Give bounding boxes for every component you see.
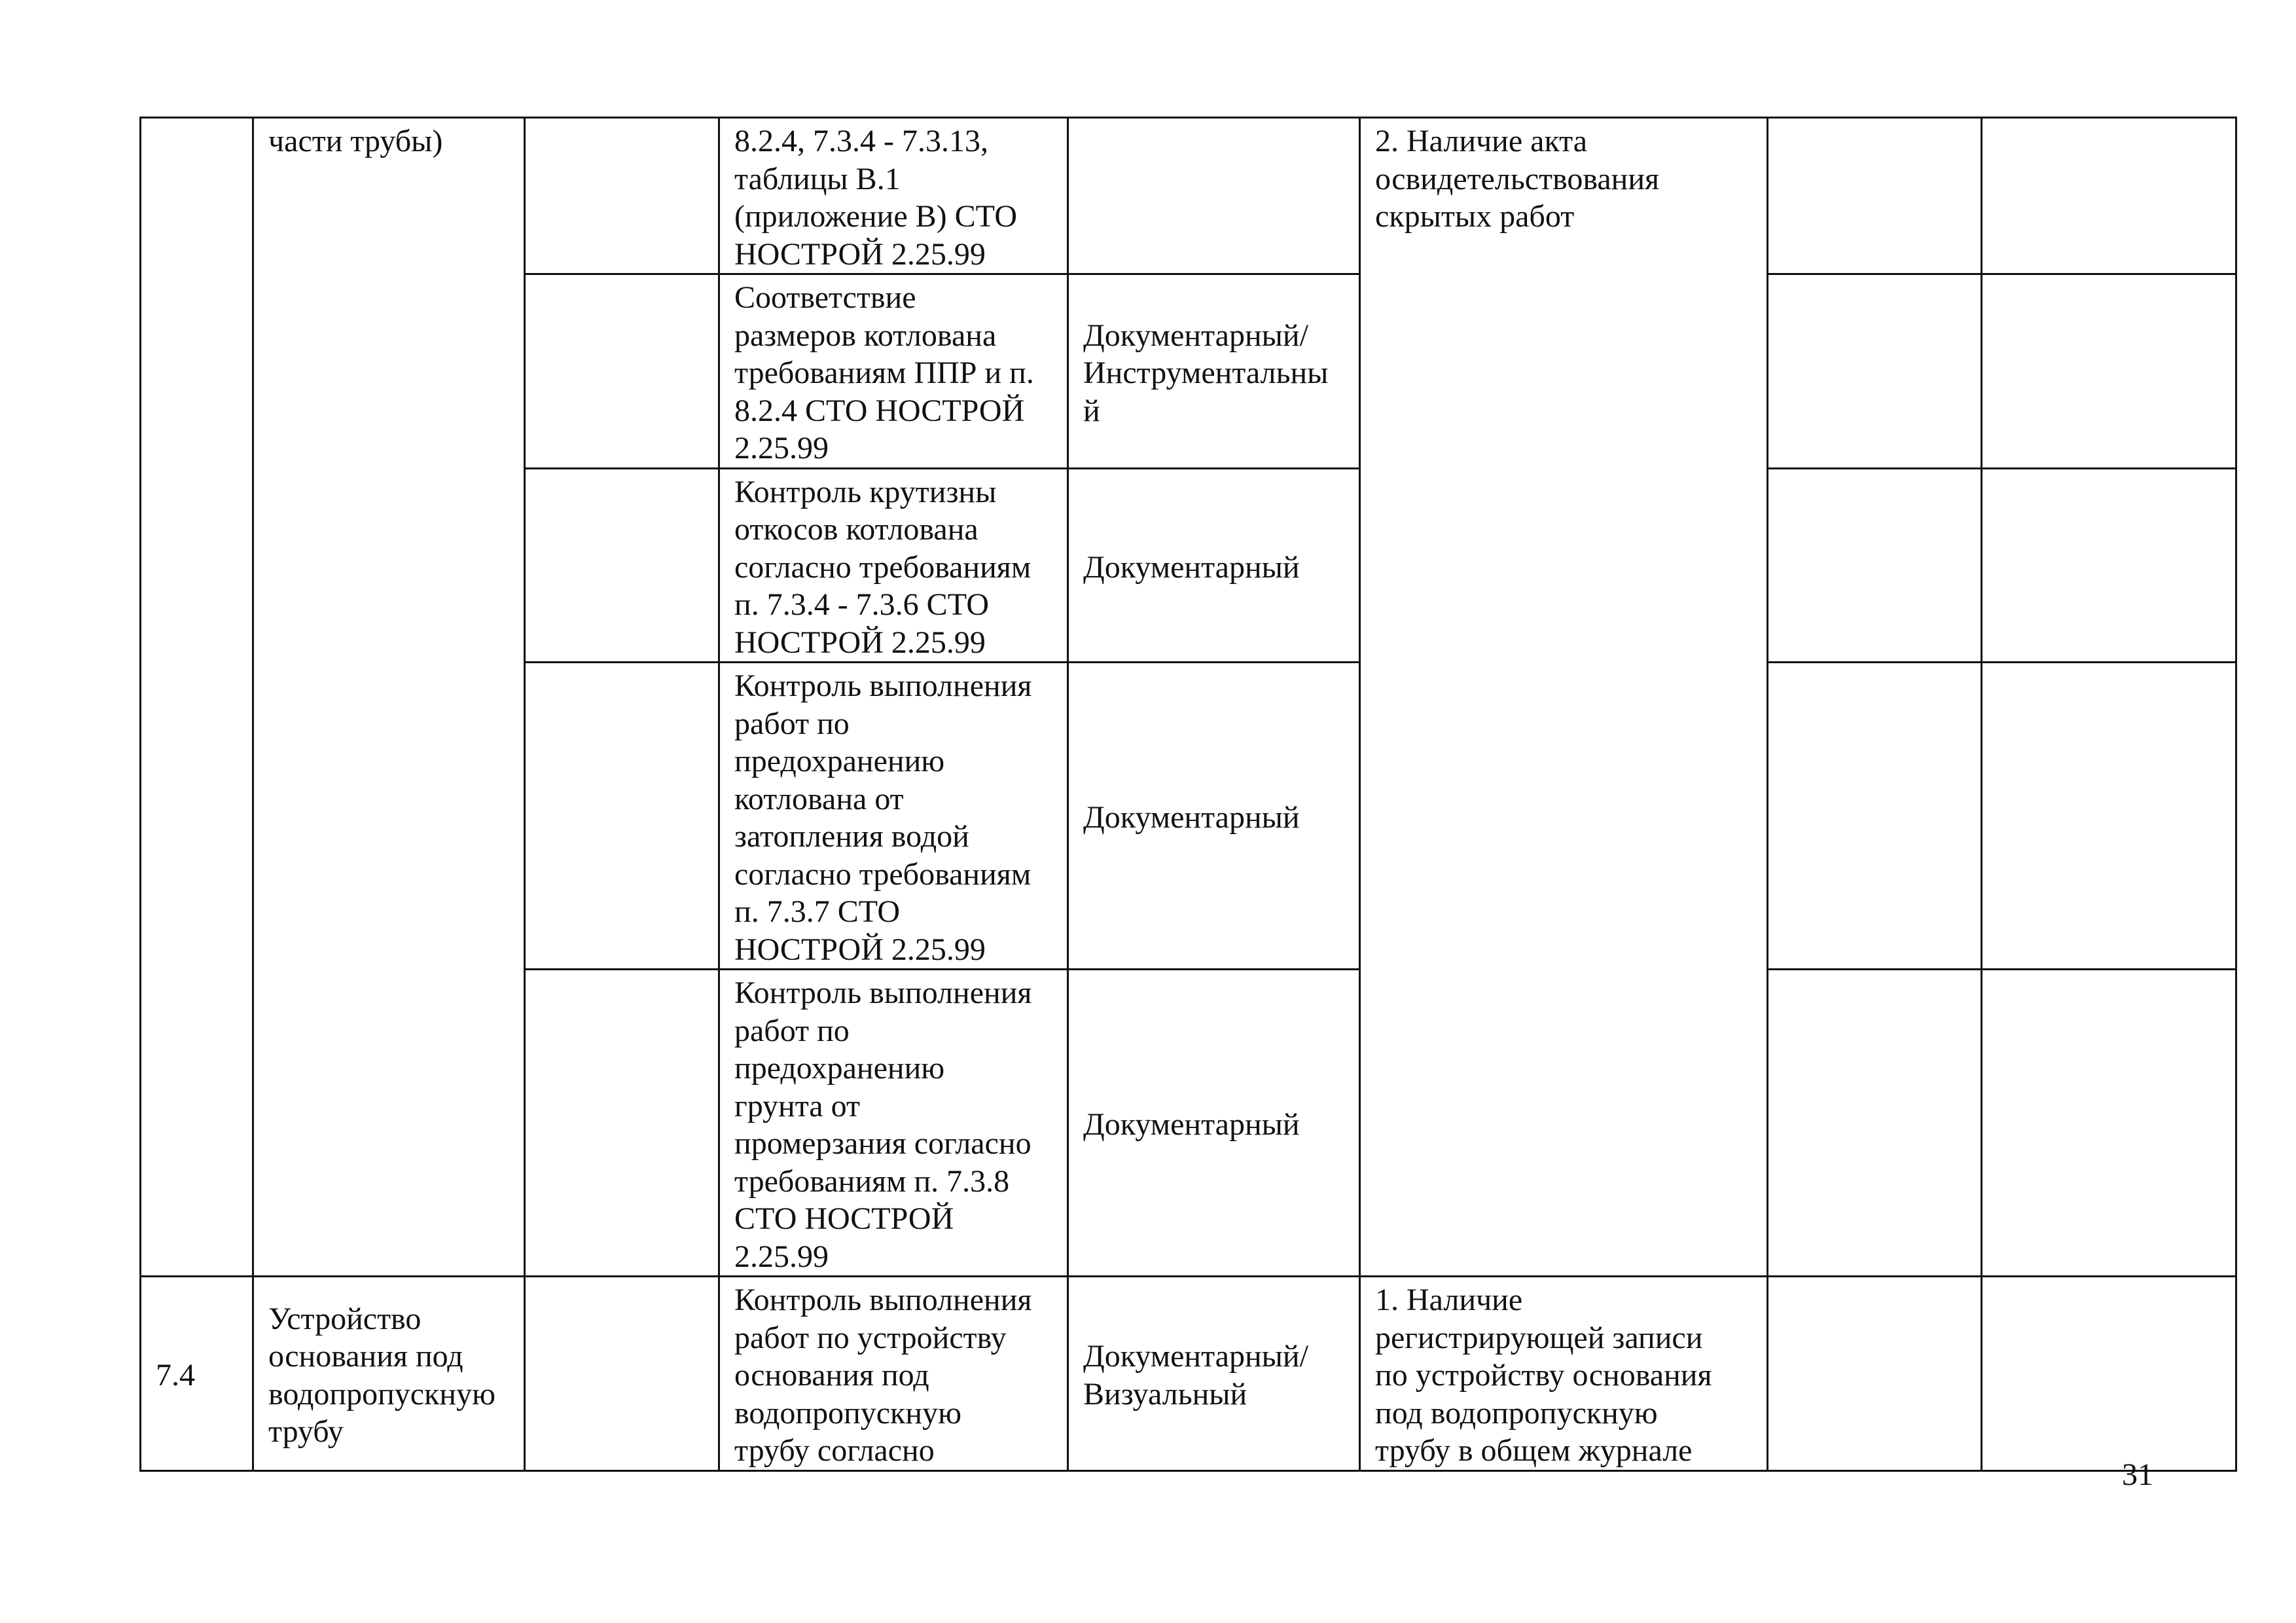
- empty-cell: [525, 970, 719, 1277]
- item-number-cell: [141, 1277, 253, 1471]
- check-text: 8.2.4, 7.3.4 - 7.3.13, таблицы В.1 (приложение В) СТО НОСТРОЙ 2.25.99: [734, 124, 1017, 272]
- work-name-text: части трубы): [268, 124, 443, 158]
- document-text: 2. Наличие акта освидетельствования скрытых работ: [1375, 124, 1660, 234]
- empty-cell: [1768, 118, 1982, 274]
- work-name-text: Устройство основания под водопропускную трубу: [268, 1301, 495, 1450]
- work-name-cell: [253, 118, 525, 1277]
- method-cell: [1068, 274, 1360, 469]
- table-row: [141, 118, 2236, 274]
- empty-cell: [1768, 1277, 1982, 1471]
- empty-cell: [525, 663, 719, 970]
- empty-cell: [525, 1277, 719, 1471]
- check-cell: [719, 663, 1068, 970]
- method-text: Документарный/ Визуальный: [1083, 1339, 1308, 1412]
- item-number-text: 7.4: [156, 1358, 195, 1393]
- check-text: Соответствие размеров котлована требованиям ППР и п. 8.2.4 СТО НОСТРОЙ 2.25.99: [734, 280, 1034, 465]
- method-text: Документарный: [1083, 549, 1300, 585]
- method-text: Документарный: [1083, 1107, 1300, 1142]
- empty-cell: [1982, 118, 2236, 274]
- empty-cell: [1768, 468, 1982, 663]
- check-text: Контроль выполнения работ по предохранению грунта от промерзания согласно требованиям п. 7.3.8 СТО НОСТРОЙ 2.25.99: [734, 976, 1032, 1274]
- empty-cell: [1982, 663, 2236, 970]
- work-name-cell: [253, 1277, 525, 1471]
- table-row: [141, 1277, 2236, 1471]
- empty-cell: [1982, 468, 2236, 663]
- page-number: 31: [2122, 1457, 2153, 1492]
- method-cell: [1068, 970, 1360, 1277]
- method-cell: [1068, 118, 1360, 274]
- check-text: Контроль выполнения работ по устройству основания под водопропускную трубу согласно: [734, 1283, 1032, 1468]
- empty-cell: [1768, 970, 1982, 1277]
- document-cell: [1360, 1277, 1768, 1471]
- check-cell: [719, 118, 1068, 274]
- empty-cell: [525, 118, 719, 274]
- empty-cell: [1768, 663, 1982, 970]
- document-cell: [1360, 118, 1768, 1277]
- inspection-table: [139, 117, 2237, 1472]
- empty-cell: [1982, 970, 2236, 1277]
- check-cell: [719, 970, 1068, 1277]
- document-text: 1. Наличие регистрирующей записи по устройству основания под водопропускную трубу в общем журнале: [1375, 1283, 1712, 1468]
- empty-cell: [525, 274, 719, 469]
- check-cell: [719, 1277, 1068, 1471]
- empty-cell: [1982, 1277, 2236, 1471]
- empty-cell: [1768, 274, 1982, 469]
- item-number-cell: [141, 118, 253, 1277]
- method-text: Документарный: [1083, 800, 1300, 835]
- check-text: Контроль крутизны откосов котлована согласно требованиям п. 7.3.4 - 7.3.6 СТО НОСТРОЙ 2.25.99: [734, 474, 1031, 660]
- check-cell: [719, 468, 1068, 663]
- empty-cell: [525, 468, 719, 663]
- method-cell: [1068, 468, 1360, 663]
- method-text: Документарный/ Инструментальны й: [1083, 318, 1329, 428]
- check-cell: [719, 274, 1068, 469]
- empty-cell: [1982, 274, 2236, 469]
- check-text: Контроль выполнения работ по предохранению котлована от затопления водой согласно требованиям п. 7.3.7 СТО НОСТРОЙ 2.25.99: [734, 668, 1032, 967]
- method-cell: [1068, 663, 1360, 970]
- method-cell: [1068, 1277, 1360, 1471]
